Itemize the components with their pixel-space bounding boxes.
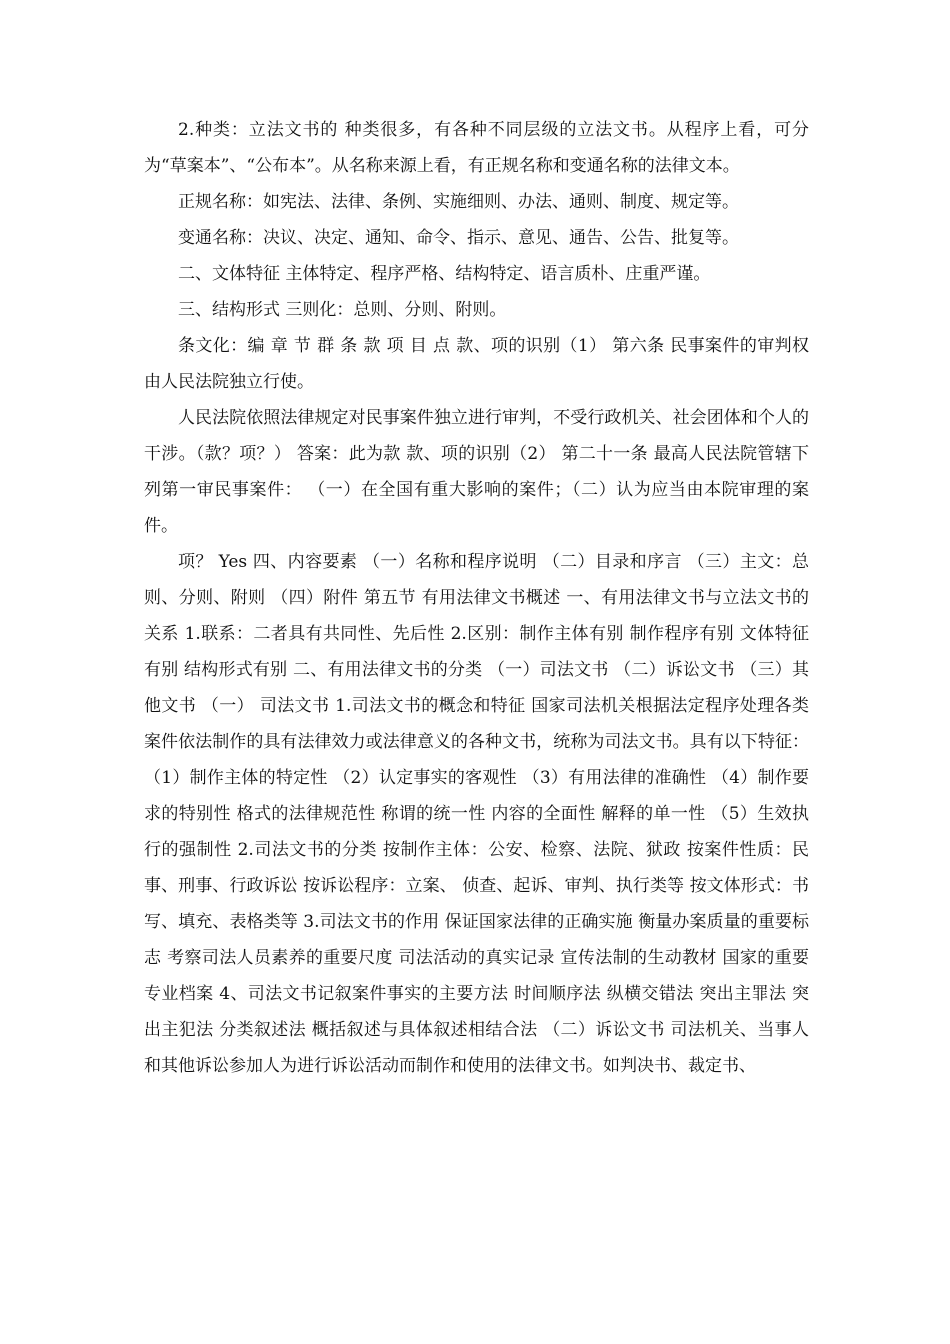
document-body — [144, 112, 809, 1084]
paragraph-court-independence: 人民法院依照法律规定对民事案件独立进行审判，不受行政机关、社会团体和个人的干涉。（款？项？） 答案：此为款 款、项的识别（2） 第二十一条 最高人民法院管辖下列第一审民事案件： （一）在全国有重大影响的案件；（二）认为应当由本院审理的案件。 — [144, 408, 809, 536]
paragraph-articles: 条文化：编 章 节 群 条 款 项 目 点 款、项的识别（1） 第六条 民事案件的审判权由人民法院独立行使。 — [144, 336, 809, 392]
paragraph-style-features: 二、文体特征 主体特定、程序严格、结构特定、语言质朴、庄重严谨。 — [178, 264, 711, 284]
paragraph-structure-form: 三、结构形式 三则化：总则、分则、附则。 — [178, 300, 507, 320]
paragraph-variant-names: 变通名称：决议、决定、通知、命令、指示、意见、通告、公告、批复等。 — [178, 228, 739, 248]
paragraph-formal-names: 正规名称：如宪法、法律、条例、实施细则、办法、通则、制度、规定等。 — [178, 192, 739, 212]
paragraph-content-elements: 项？ Yes 四、内容要素 （一）名称和程序说明 （二）目录和序言 （三）主文：总则、分则、附则 （四）附件 第五节 有用法律文书概述 一、有用法律文书与立法文书的关系 1.联系：二者具有共同性、先后性 2.区别：制作主体有别 制作程序有别 文体特征有别 结构形式有别 二、有用法律文书的分类 （一）司法文书 （二）诉讼文书 （三）其他文书 （一） 司法文书 1.司法文书的概念和特征 国家司法机关根据法定程序处理各类案件依法制作的具有法律效力或法律意义的各种文书，统称为司法文书。具有以下特征： （1）制作主体的特定性 （2）认定事实的客观性 （3）有用法律的准确性 （4）制作要求的特别性 格式的法律规范性 称谓的统一性 内容的全面性 解释的单一性 （5）生效执行的强制性 2.司法文书的分类 按制作主体：公安、检察、法院、狱政 按案件性质：民事、刑事、行政诉讼 按诉讼程序：立案、 侦查、起诉、审判、执行类等 按文体形式：书写、填充、表格类等 3.司法文书的作用 保证国家法律的正确实施 衡量办案质量的重要标志 考察司法人员素养的重要尺度 司法活动的真实记录 宣传法制的生动教材 国家的重要专业档案 4、司法文书记叙案件事实的主要方法 时间顺序法 纵横交错法 突出主罪法 突出主犯法 分类叙述法 概括叙述与具体叙述相结合法 （二）诉讼文书 司法机关、当事人和其他诉讼参加人为进行诉讼活动而制作和使用的法律文书。如判决书、裁定书、 — [144, 552, 809, 1076]
paragraph-types: 2.种类：立法文书的 种类很多，有各种不同层级的立法文书。从程序上看，可分为“草案本”、“公布本”。从名称来源上看，有正规名称和变通名称的法律文本。 — [144, 120, 809, 176]
